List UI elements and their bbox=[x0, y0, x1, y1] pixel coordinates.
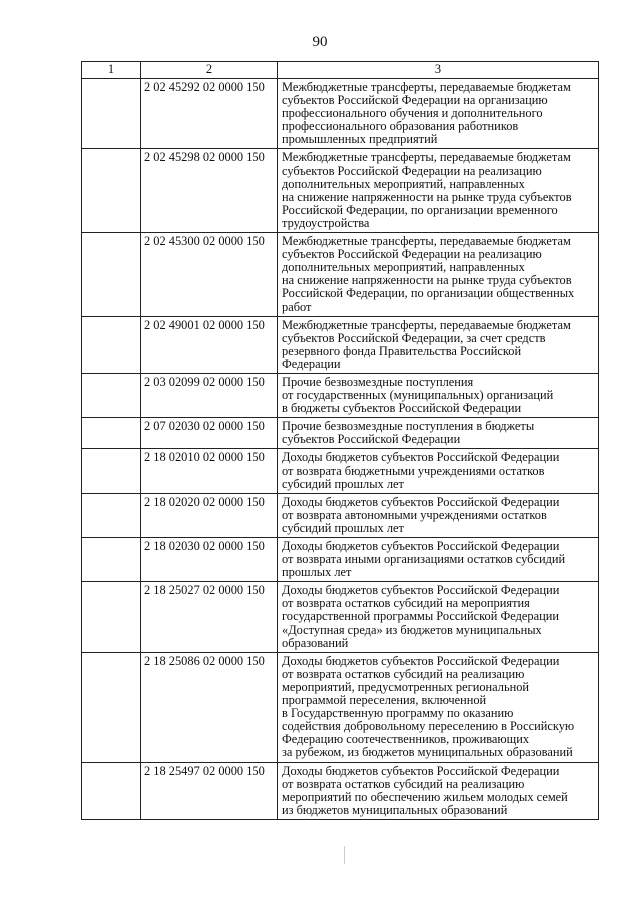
table-row bbox=[82, 316, 599, 373]
description-line: Доходы бюджетов субъектов Российской Федерации bbox=[282, 583, 560, 598]
table-row bbox=[82, 418, 599, 449]
description-line: субсидий прошлых лет bbox=[282, 476, 404, 491]
row-number-cell bbox=[82, 538, 141, 582]
description-line: государственной программы Российской Федерации bbox=[282, 609, 559, 624]
budget-code-cell: 2 18 02020 02 0000 150 bbox=[141, 493, 278, 537]
budget-code-cell: 2 02 45298 02 0000 150 bbox=[141, 149, 278, 233]
description-cell bbox=[278, 149, 599, 233]
description-line: от возврата остатков субсидий на реализацию bbox=[282, 666, 525, 681]
table-row bbox=[82, 762, 599, 819]
description-line: профессионального образования работников bbox=[282, 119, 519, 134]
row-number-cell bbox=[82, 582, 141, 652]
description-line: субъектов Российской Федерации на реализацию bbox=[282, 163, 542, 178]
budget-codes-table bbox=[81, 61, 599, 820]
description-line: Доходы бюджетов субъектов Российской Федерации bbox=[282, 494, 560, 509]
description-cell bbox=[278, 493, 599, 537]
description-line: трудоустройства bbox=[282, 215, 370, 230]
description-cell bbox=[278, 762, 599, 819]
description-line: Федерацию соотечественников, проживающих bbox=[282, 732, 530, 747]
header-col-1: 1 bbox=[82, 62, 141, 79]
description-line: на снижение напряженности на рынке труда субъектов bbox=[282, 273, 572, 288]
table-row bbox=[82, 538, 599, 582]
budget-code-cell: 2 18 02030 02 0000 150 bbox=[141, 538, 278, 582]
description-line: образований bbox=[282, 635, 349, 650]
description-line: мероприятий по обеспечению жильем молодых семей bbox=[282, 789, 568, 804]
description-line: мероприятий, предусмотренных региональной bbox=[282, 679, 530, 694]
description-line: программой переселения, включенной bbox=[282, 693, 487, 708]
description-line: от возврата остатков субсидий на реализацию bbox=[282, 776, 525, 791]
description-line: «Доступная среда» из бюджетов муниципальных bbox=[282, 622, 542, 637]
description-line: Доходы бюджетов субъектов Российской Федерации bbox=[282, 450, 560, 465]
description-line: от государственных (муниципальных) организаций bbox=[282, 388, 554, 403]
description-line: в Государственную программу по оказанию bbox=[282, 706, 514, 721]
description-line: на снижение напряженности на рынке труда субъектов bbox=[282, 189, 572, 204]
table-row bbox=[82, 652, 599, 762]
description-line: прошлых лет bbox=[282, 565, 352, 580]
description-line: дополнительных мероприятий, направленных bbox=[282, 176, 525, 191]
row-number-cell bbox=[82, 149, 141, 233]
page-number: 90 bbox=[312, 34, 328, 50]
scan-mark bbox=[344, 846, 345, 864]
description-line: от возврата автономными учреждениями остатков bbox=[282, 507, 547, 522]
description-line: Доходы бюджетов субъектов Российской Федерации bbox=[282, 763, 560, 778]
description-line: Межбюджетные трансферты, передаваемые бюджетам bbox=[282, 234, 571, 249]
table-row bbox=[82, 582, 599, 652]
description-cell bbox=[278, 652, 599, 762]
description-line: Доходы бюджетов субъектов Российской Федерации bbox=[282, 653, 560, 668]
description-line: субъектов Российской Федерации, за счет средств bbox=[282, 330, 546, 345]
row-number-cell bbox=[82, 79, 141, 149]
budget-code-cell: 2 02 49001 02 0000 150 bbox=[141, 316, 278, 373]
budget-code-cell: 2 18 25497 02 0000 150 bbox=[141, 762, 278, 819]
description-line: Доходы бюджетов субъектов Российской Федерации bbox=[282, 539, 560, 553]
description-line: профессионального обучения и дополнительного bbox=[282, 106, 543, 121]
row-number-cell bbox=[82, 418, 141, 449]
row-number-cell bbox=[82, 233, 141, 317]
description-line: Межбюджетные трансферты, передаваемые бюджетам bbox=[282, 150, 571, 165]
description-cell bbox=[278, 582, 599, 652]
description-line: субъектов Российской Федерации на реализацию bbox=[282, 247, 542, 262]
description-line: Межбюджетные трансферты, передаваемые бюджетам bbox=[282, 80, 571, 94]
description-line: дополнительных мероприятий, направленных bbox=[282, 260, 525, 275]
description-line: субъектов Российской Федерации bbox=[282, 432, 461, 447]
row-number-cell bbox=[82, 493, 141, 537]
table-row bbox=[82, 449, 599, 493]
row-number-cell bbox=[82, 449, 141, 493]
row-number-cell bbox=[82, 316, 141, 373]
description-line: промышленных предприятий bbox=[282, 132, 438, 147]
table-row bbox=[82, 79, 599, 149]
description-cell bbox=[278, 418, 599, 449]
description-line: от возврата остатков субсидий на мероприятия bbox=[282, 596, 530, 611]
description-line: за рубежом, из бюджетов муниципальных образований bbox=[282, 745, 573, 760]
row-number-cell bbox=[82, 762, 141, 819]
description-cell bbox=[278, 79, 599, 149]
budget-code-cell: 2 03 02099 02 0000 150 bbox=[141, 373, 278, 417]
table-row bbox=[82, 493, 599, 537]
header-col-2: 2 bbox=[141, 62, 278, 79]
description-cell bbox=[278, 316, 599, 373]
description-line: субсидий прошлых лет bbox=[282, 520, 404, 535]
description-line: Прочие безвозмездные поступления в бюджеты bbox=[282, 419, 535, 434]
description-line: резервного фонда Правительства Российской bbox=[282, 343, 522, 358]
description-cell bbox=[278, 449, 599, 493]
header-col-3: 3 bbox=[278, 62, 599, 79]
description-line: от возврата бюджетными учреждениями остатков bbox=[282, 463, 545, 478]
budget-code-cell: 2 02 45300 02 0000 150 bbox=[141, 233, 278, 317]
budget-code-cell: 2 18 25086 02 0000 150 bbox=[141, 652, 278, 762]
table-row bbox=[82, 233, 599, 317]
description-cell bbox=[278, 233, 599, 317]
description-line: работ bbox=[282, 299, 312, 314]
budget-code-cell: 2 02 45292 02 0000 150 bbox=[141, 79, 278, 149]
budget-code-cell: 2 18 25027 02 0000 150 bbox=[141, 582, 278, 652]
description-line: Российской Федерации, по организации временного bbox=[282, 202, 558, 217]
table-body bbox=[82, 79, 599, 820]
table-header bbox=[82, 62, 599, 79]
description-cell bbox=[278, 538, 599, 582]
description-cell bbox=[278, 373, 599, 417]
table-row bbox=[82, 149, 599, 233]
row-number-cell bbox=[82, 373, 141, 417]
description-line: субъектов Российской Федерации на организацию bbox=[282, 93, 548, 108]
description-line: содействия добровольному переселению в Российскую bbox=[282, 719, 575, 734]
header-row bbox=[82, 62, 599, 79]
description-line: в бюджеты субъектов Российской Федерации bbox=[282, 401, 522, 416]
description-line: Федерации bbox=[282, 356, 341, 371]
description-line: от возврата иными организациями остатков субсидий bbox=[282, 552, 566, 567]
description-line: Межбюджетные трансферты, передаваемые бюджетам bbox=[282, 317, 571, 332]
budget-code-cell: 2 07 02030 02 0000 150 bbox=[141, 418, 278, 449]
description-line: Прочие безвозмездные поступления bbox=[282, 374, 474, 389]
description-line: Российской Федерации, по организации общественных bbox=[282, 286, 575, 301]
budget-code-cell: 2 18 02010 02 0000 150 bbox=[141, 449, 278, 493]
table-row bbox=[82, 373, 599, 417]
description-line: из бюджетов муниципальных образований bbox=[282, 802, 508, 817]
row-number-cell bbox=[82, 652, 141, 762]
